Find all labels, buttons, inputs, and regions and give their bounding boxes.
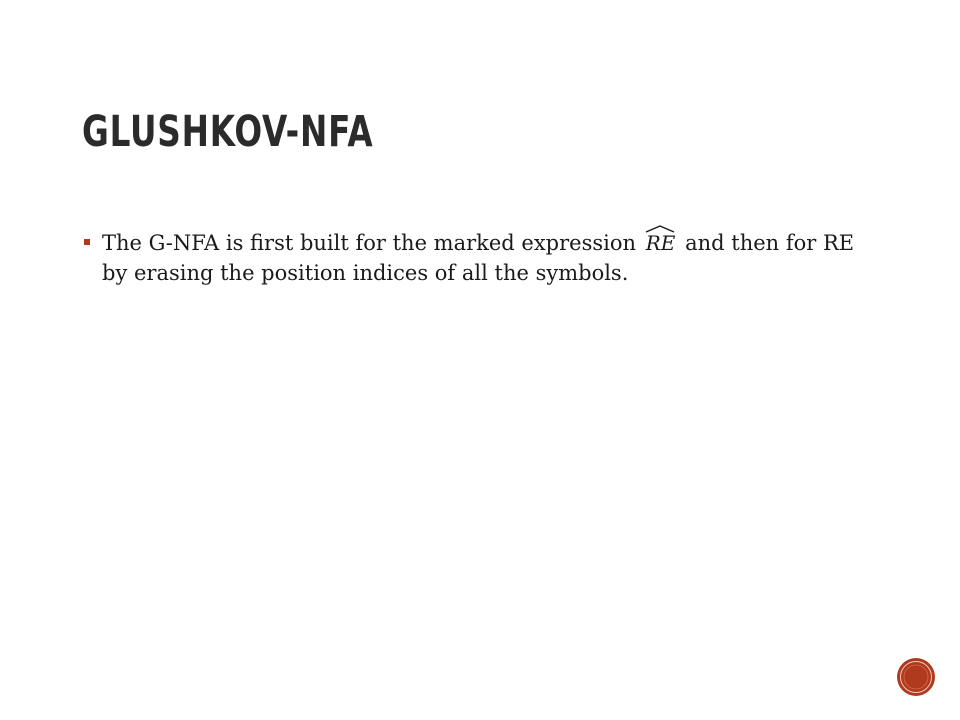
hat-accent-icon [645, 225, 675, 233]
marked-expression-math [643, 228, 679, 258]
bullet-text-before: The G-NFA is first built for the marked expression [102, 231, 637, 255]
slide-title: GLUSHKOV-NFA [82, 107, 374, 157]
bullet-text-after: and then for RE by erasing the position indices of all the symbols. [102, 231, 855, 285]
bullet-item [80, 228, 880, 288]
math-symbol: RE [645, 231, 676, 255]
circle-badge-icon [896, 657, 936, 697]
square-bullet-icon [84, 239, 90, 245]
bullet-list [80, 228, 880, 288]
